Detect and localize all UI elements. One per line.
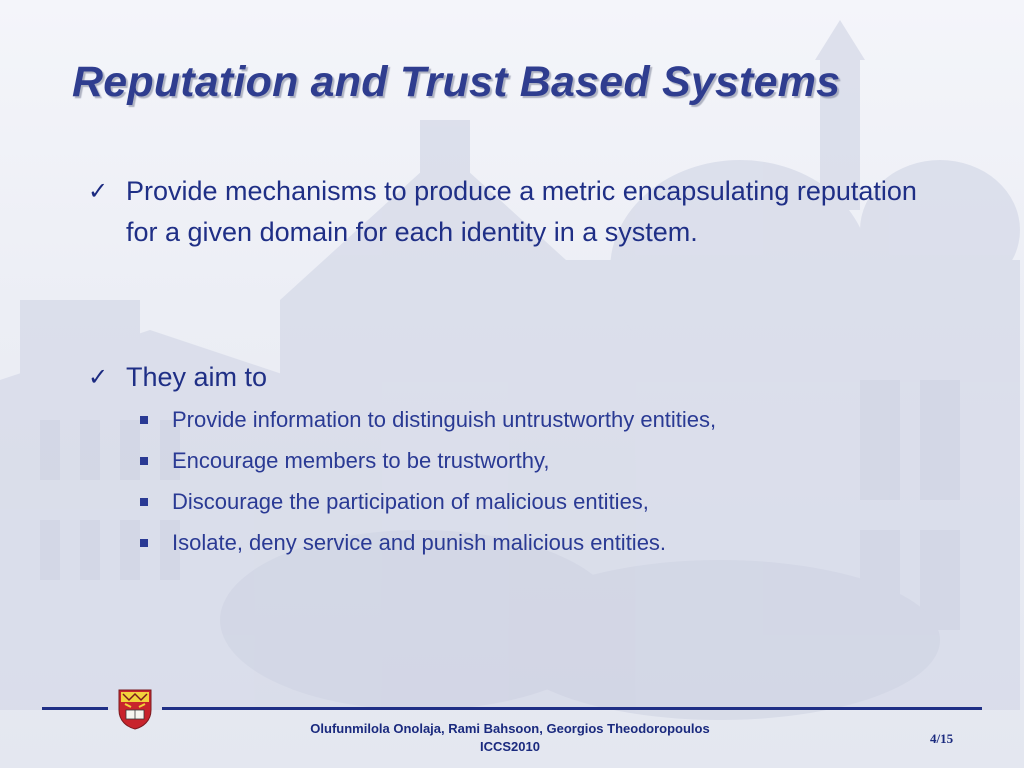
square-bullet-icon [140, 457, 148, 465]
bullet-text: They aim to [126, 362, 268, 392]
square-bullet-icon [140, 539, 148, 547]
footer-conference: ICCS2010 [480, 739, 540, 754]
university-crest-icon [117, 688, 153, 730]
square-bullet-icon [140, 498, 148, 506]
page-number: 4/15 [930, 731, 954, 746]
footer-authors: Olufunmilola Onolaja, Rami Bahsoon, Georgios Theodoropoulos [310, 721, 710, 736]
footer-rule-left [42, 707, 108, 710]
checkmark-icon: ✓ [88, 364, 109, 391]
sub-bullet-text: Isolate, deny service and punish malicious entities. [172, 530, 667, 555]
checkmark-icon: ✓ [88, 178, 109, 205]
sub-bullet-text: Provide information to distinguish untrustworthy entities, [172, 407, 717, 432]
bullet-text: Provide mechanisms to produce a metric encapsulating reputation for a given domain for each identity in a system. [126, 176, 917, 247]
sub-bullet-text: Discourage the participation of malicious entities, [172, 489, 649, 514]
square-bullet-icon [140, 416, 148, 424]
footer-rule-right [162, 707, 982, 710]
sub-bullet-text: Encourage members to be trustworthy, [172, 448, 550, 473]
slide-title: Reputation and Trust Based Systems [72, 58, 841, 106]
